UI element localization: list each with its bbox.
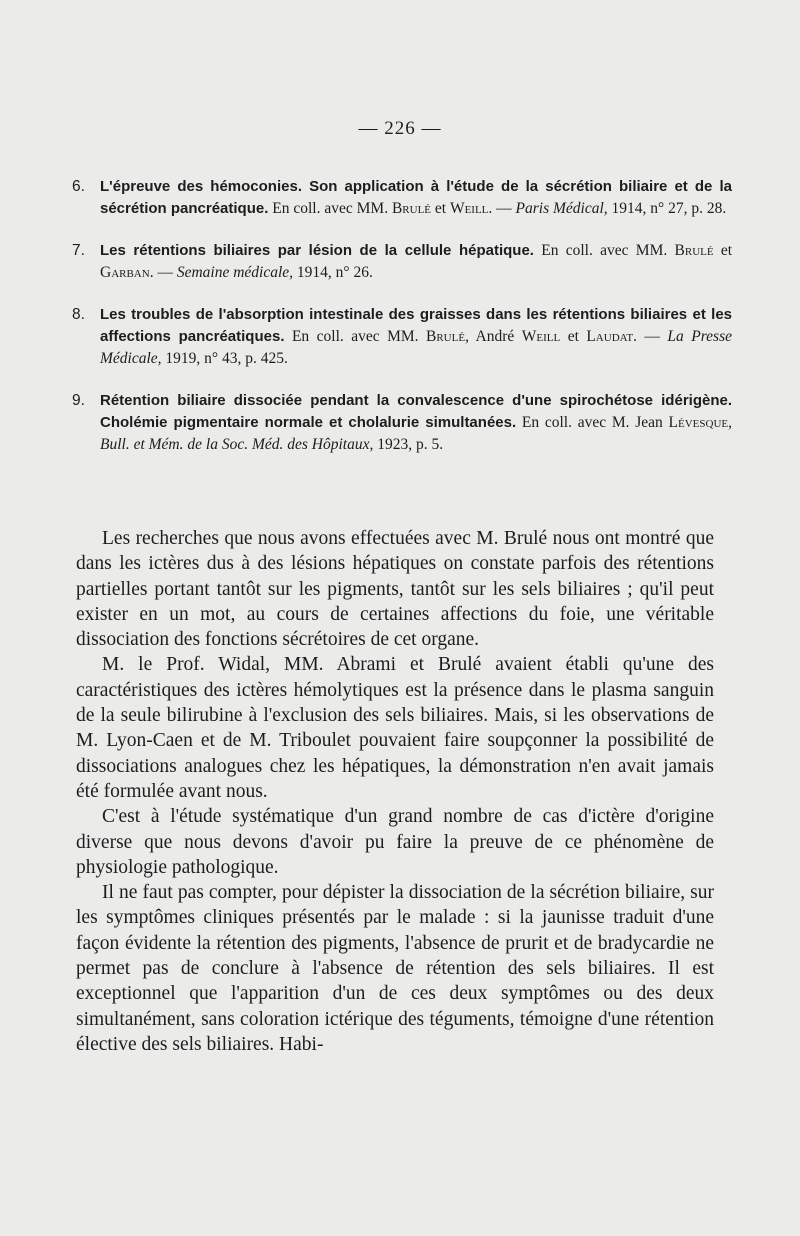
reference-title: Les rétentions biliaires par lésion de la cellule hépatique. [100, 242, 534, 259]
reference-details: 1923, p. 5. [377, 436, 444, 453]
reference-author: Brulé [674, 242, 714, 259]
reference-number: 8. [72, 306, 85, 323]
reference-author: Brulé [426, 328, 466, 345]
reference-title: L'épreuve des hémoconies. Son application à l'étude de la sécrétion biliaire et de la sécrétion pancréatique. [100, 178, 732, 217]
reference-author: Weill [521, 328, 561, 345]
reference-details: 1914, n° 26. [296, 264, 373, 281]
reference-journal: Paris Médical, [515, 200, 608, 217]
reference-coll: En coll. avec MM. [541, 242, 668, 259]
reference-number: 7. [72, 242, 85, 259]
paragraph: C'est à l'étude systématique d'un grand nombre de cas d'ictère d'origine diverse que nous devons d'avoir pu faire la preuve de ce phénomène de physiologie pathologique. [76, 806, 714, 878]
reference-item: 6. L'épreuve des hémoconies. Son application à l'étude de la sécrétion biliaire et de la sécrétion pancréatique. En coll. avec MM. Brulé et Weill. — Paris Médical, 1914, n° 27, p. 28. [72, 176, 732, 220]
reference-number: 6. [72, 178, 85, 195]
reference-author: Lévesque [668, 414, 729, 431]
reference-author: Brulé [391, 200, 432, 217]
reference-author: Weill [449, 200, 489, 217]
reference-title: Les troubles de l'absorption intestinale des graisses dans les rétentions biliaires et les affections pancréatiques. [100, 306, 732, 345]
reference-item: 7. Les rétentions biliaires par lésion de la cellule hépatique. En coll. avec MM. Brulé et Garban. — Semaine médicale, 1914, n° 26. [72, 240, 732, 284]
paragraph: Il ne faut pas compter, pour dépister la dissociation de la sécrétion biliaire, sur les symptômes cliniques présentés par le malade : si la jaunisse traduit d'une façon évidente la rétention des pigments, l'absence de prurit et de bradycardie ne permet pas de conclure à l'absence de rétention des sels biliaires. Il est exceptionnel que l'apparition d'un de ces deux symptômes ou des deux simultanément, sans coloration ictérique des téguments, témoigne d'une rétention élective des sels biliaires. Habi- [76, 882, 714, 1055]
reference-coll: En coll. avec M. Jean [521, 414, 663, 431]
reference-journal: Semaine médicale, [176, 264, 294, 281]
paragraph: Les recherches que nous avons effectuées avec M. Brulé nous ont montré que dans les ictères dus à des lésions hépatiques on constate parfois des rétentions partielles portant tantôt sur les pigments, tantôt sur les sels biliaires ; qu'il peut exister en un mot, au cours de certaines affections du foie, une véritable dissociation des fonctions sécrétoires de cet organe. [76, 528, 714, 651]
reference-journal: La Presse Médicale, [100, 328, 732, 367]
reference-details: 1914, n° 27, p. 28. [611, 200, 727, 217]
reference-coll: En coll. avec MM. [291, 328, 419, 345]
reference-item: 8. Les troubles de l'absorption intestinale des graisses dans les rétentions biliaires et les affections pancréatiques. En coll. avec MM. Brulé, André Weill et Laudat. — La Presse Médicale, 1919, n° 43, p. 425. [72, 304, 732, 370]
reference-author: Laudat [586, 328, 634, 345]
reference-title: Rétention biliaire dissociée pendant la convalescence d'une spirochétose idérigène. Cholémie pigmentaire normale et cholalurie simultanées. [100, 392, 732, 431]
page-number: — 226 — [358, 118, 442, 139]
reference-item: 9. Rétention biliaire dissociée pendant la convalescence d'une spirochétose idérigène. Cholémie pigmentaire normale et cholalurie simultanées. En coll. avec M. Jean Lévesque, Bull. et Mém. de la Soc. Méd. des Hôpitaux, 1923, p. 5. [72, 390, 732, 456]
paragraph: M. le Prof. Widal, MM. Abrami et Brulé avaient établi qu'une des caractéristiques des ictères hémolytiques est la présence dans le plasma sanguin de la seule bilirubine à l'exclusion des sels biliaires. Mais, si les observations de M. Lyon-Caen et de M. Triboulet pouvaient faire soupçonner la possibilité de dissociations analogues chez les hépatiques, la démonstration n'en avait jamais été formulée avant nous. [76, 654, 714, 802]
body-text [76, 526, 714, 1057]
reference-number: 9. [72, 392, 85, 409]
reference-coll: En coll. avec MM. [272, 200, 389, 217]
reference-list [72, 176, 732, 476]
reference-author: Garban [100, 264, 150, 281]
reference-journal: Bull. et Mém. de la Soc. Méd. des Hôpitaux, [100, 436, 374, 453]
reference-details: 1919, n° 43, p. 425. [165, 350, 288, 367]
